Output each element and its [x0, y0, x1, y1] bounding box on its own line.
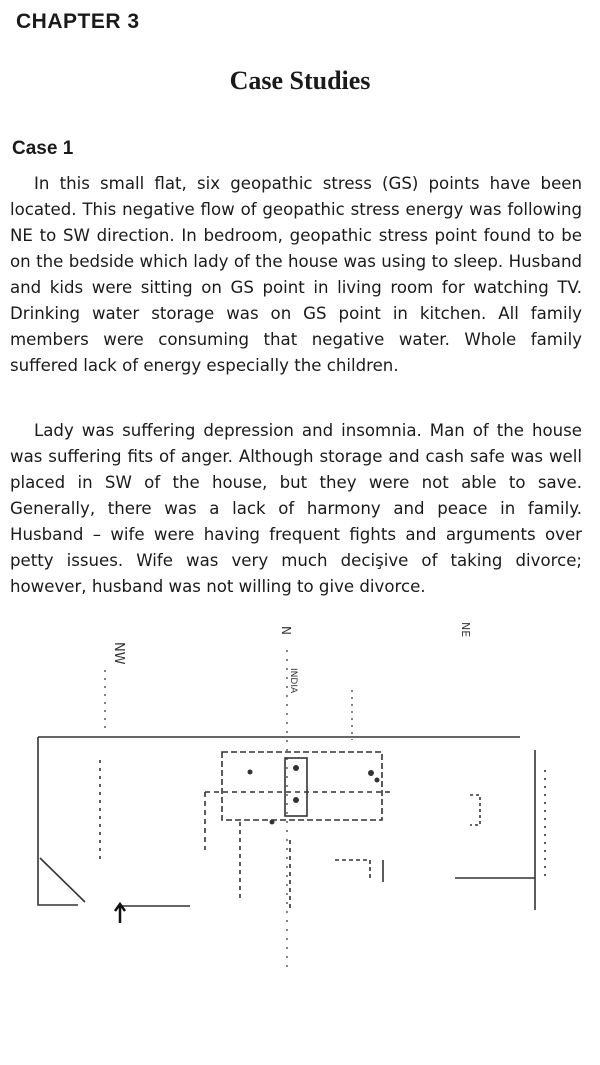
plan-diagonal-door	[40, 858, 85, 902]
gs-point-2	[293, 797, 299, 803]
label-ne: NE	[459, 622, 472, 638]
gs-point-6	[248, 770, 253, 775]
case-paragraph-2: Lady was suffering depression and insomnia. Man of the house was suffering fits of anger. Although storage and cash safe was well placed in SW of the house, but they were not able to save. Generally, there was a lack of harmony and peace in family. Husband – wife were having frequent fights and arguments over petty issues. Wife was very much decişive of taking divorce; however, husband was not willing to give divorce.	[10, 421, 582, 596]
page-title: Case Studies	[229, 66, 371, 95]
entrance-arrow-icon	[115, 904, 125, 923]
gs-point-1	[293, 765, 299, 771]
case-heading: Case 1	[12, 138, 74, 159]
case-paragraph-1: In this small flat, six geopathic stress (GS) points have been located. This negative flow of geopathic stress energy was following NE to SW direction. In bedroom, geopathic stress point found to be on the bedside which lady of the house was using to sleep. Husband and kids were sitting on GS point in living room for watching TV. Drinking water storage was on GS point in kitchen. All family members were consuming that negative water. Whole family suffered lack of energy especially the children.	[10, 174, 582, 375]
label-nw: NW	[111, 642, 126, 665]
plan-core-box	[222, 752, 382, 820]
label-india: INDIA	[288, 668, 298, 694]
floor-plan-diagram	[0, 610, 600, 1050]
plan-outer-wall	[38, 737, 78, 905]
chapter-label: CHAPTER 3	[16, 10, 140, 33]
plan-inner-wall-5	[335, 860, 370, 880]
gs-point-5	[270, 820, 275, 825]
gs-point-4	[375, 778, 380, 783]
plan-right-room	[470, 795, 480, 825]
gs-point-3	[368, 770, 374, 776]
label-n: N	[279, 626, 293, 635]
